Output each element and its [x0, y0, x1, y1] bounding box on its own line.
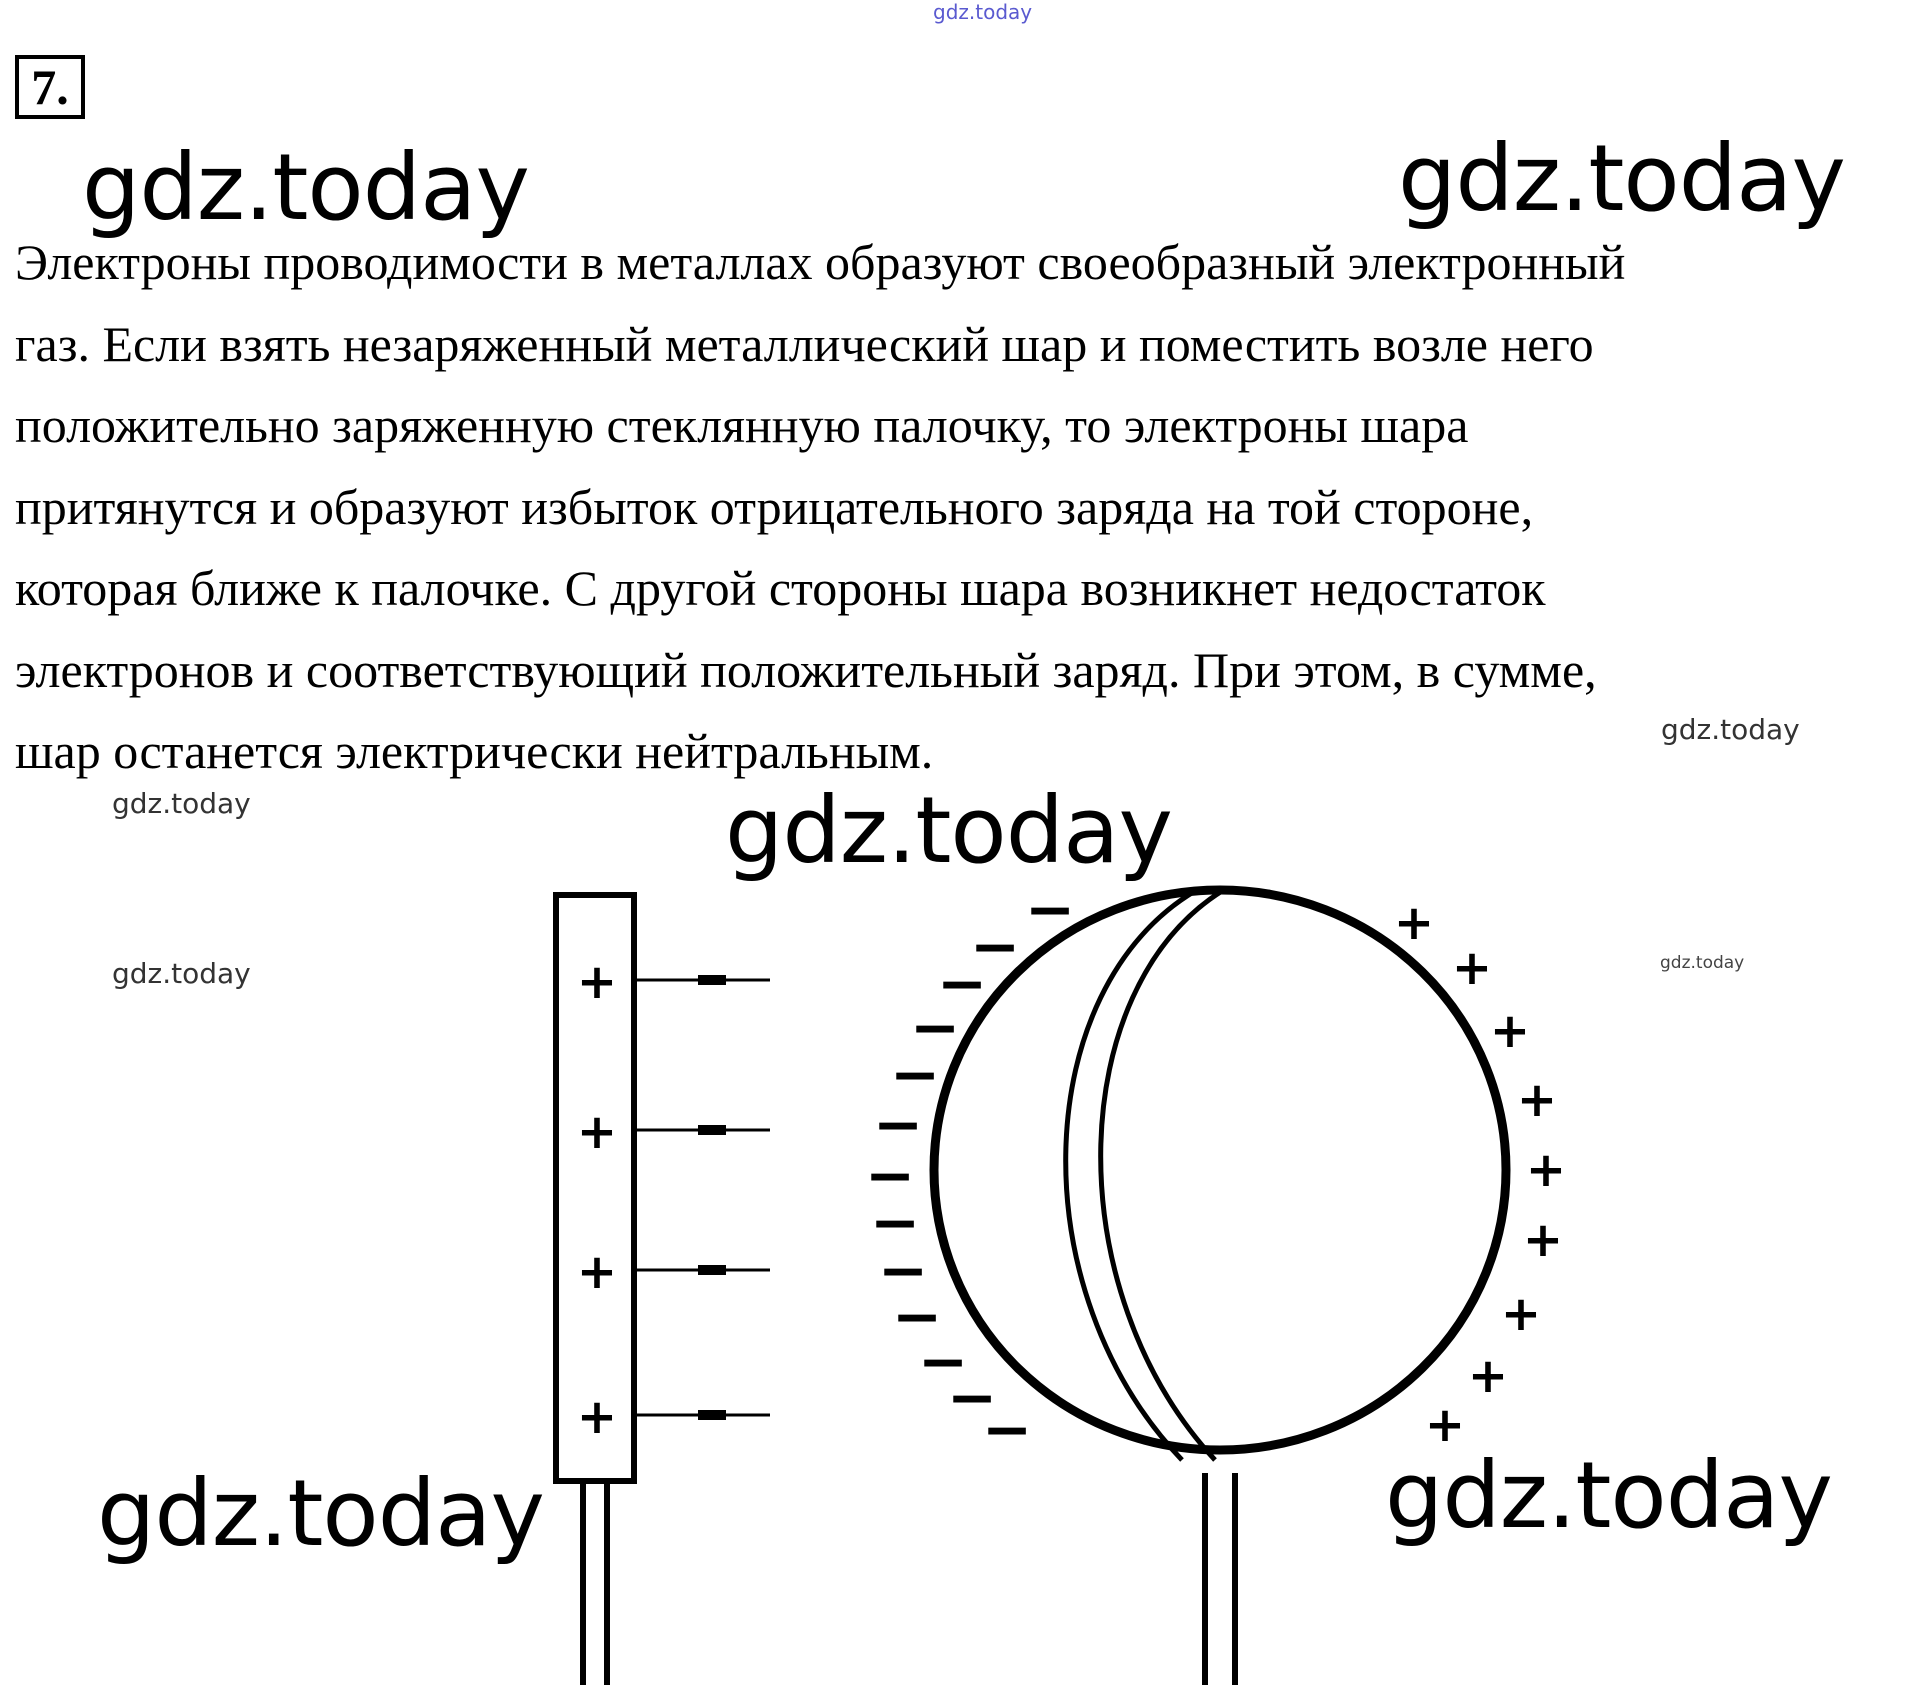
arrow-head [698, 1410, 726, 1420]
plus-sign: + [1424, 1397, 1466, 1453]
text-line: притянутся и образуют избыток отрицательного заряда на той стороне, [15, 478, 1534, 535]
sphere-meridian-outer [1066, 891, 1195, 1460]
minus-sign: − [872, 1090, 924, 1160]
watermark-large-left: gdz.today [82, 134, 529, 241]
minus-sign: − [917, 1327, 969, 1397]
watermark-large-bottom-right: gdz.today [1385, 1442, 1832, 1549]
plus-sign: + [1522, 1212, 1564, 1268]
problem-number: 7. [15, 55, 85, 119]
minus-sign: − [1024, 875, 1076, 945]
minus-sign: − [981, 1395, 1033, 1465]
watermark-small: gdz.today [112, 957, 251, 990]
rod-charges [577, 954, 617, 1445]
text-line: которая ближе к палочке. С другой стороны шара возникнет недостаток [15, 560, 1546, 616]
rod-plus-sign: + [576, 954, 618, 1010]
minus-sign: − [877, 1236, 929, 1306]
field-lines [634, 980, 770, 1415]
field-arrow-heads [698, 975, 726, 1420]
plus-sign: + [1516, 1072, 1558, 1128]
rod-plus-sign: + [576, 1389, 618, 1445]
plus-sign: + [1393, 895, 1435, 951]
arrow-head [698, 1125, 726, 1135]
plus-sign: + [1451, 940, 1493, 996]
watermark-small: gdz.today [1661, 713, 1800, 746]
plus-sign: + [1489, 1003, 1531, 1059]
minus-sign: − [864, 1141, 916, 1211]
metal-sphere [934, 890, 1509, 1685]
text-line: газ. Если взять незаряженный металлический шар и поместить возле него [15, 315, 1594, 372]
text-line: положительно заряженную стеклянную палочку, то электроны шара [15, 397, 1469, 453]
rod-plus-sign: + [576, 1104, 618, 1160]
arrow-head [698, 1265, 726, 1275]
minus-sign: − [936, 949, 988, 1019]
minus-sign: − [889, 1040, 941, 1110]
watermark-top: gdz.today [933, 0, 1033, 24]
minus-sign: − [869, 1188, 921, 1258]
plus-sign: + [1467, 1348, 1509, 1404]
watermark-large-right: gdz.today [1398, 125, 1845, 232]
text-line: шар останется электрически нейтральным. [15, 723, 934, 779]
minus-sign: − [891, 1282, 943, 1352]
minus-sign: − [909, 993, 961, 1063]
watermark-large-bottom-left: gdz.today [97, 1460, 544, 1567]
minus-sign: − [946, 1363, 998, 1433]
watermark-small: gdz.today [1660, 953, 1745, 973]
arrow-head [698, 975, 726, 985]
sphere-negative-charges [865, 875, 1075, 1465]
minus-sign: − [969, 912, 1021, 982]
plus-sign: + [1500, 1286, 1542, 1342]
rod-plus-sign: + [576, 1244, 618, 1300]
text-line: Электроны проводимости в металлах образуют своеобразный электронный [15, 234, 1626, 290]
watermark-large-center: gdz.today [725, 777, 1172, 884]
watermark-small: gdz.today [112, 787, 251, 820]
plus-sign: + [1525, 1142, 1567, 1198]
text-line: электронов и соответствующий положительный заряд. При этом, в сумме, [15, 641, 1597, 698]
